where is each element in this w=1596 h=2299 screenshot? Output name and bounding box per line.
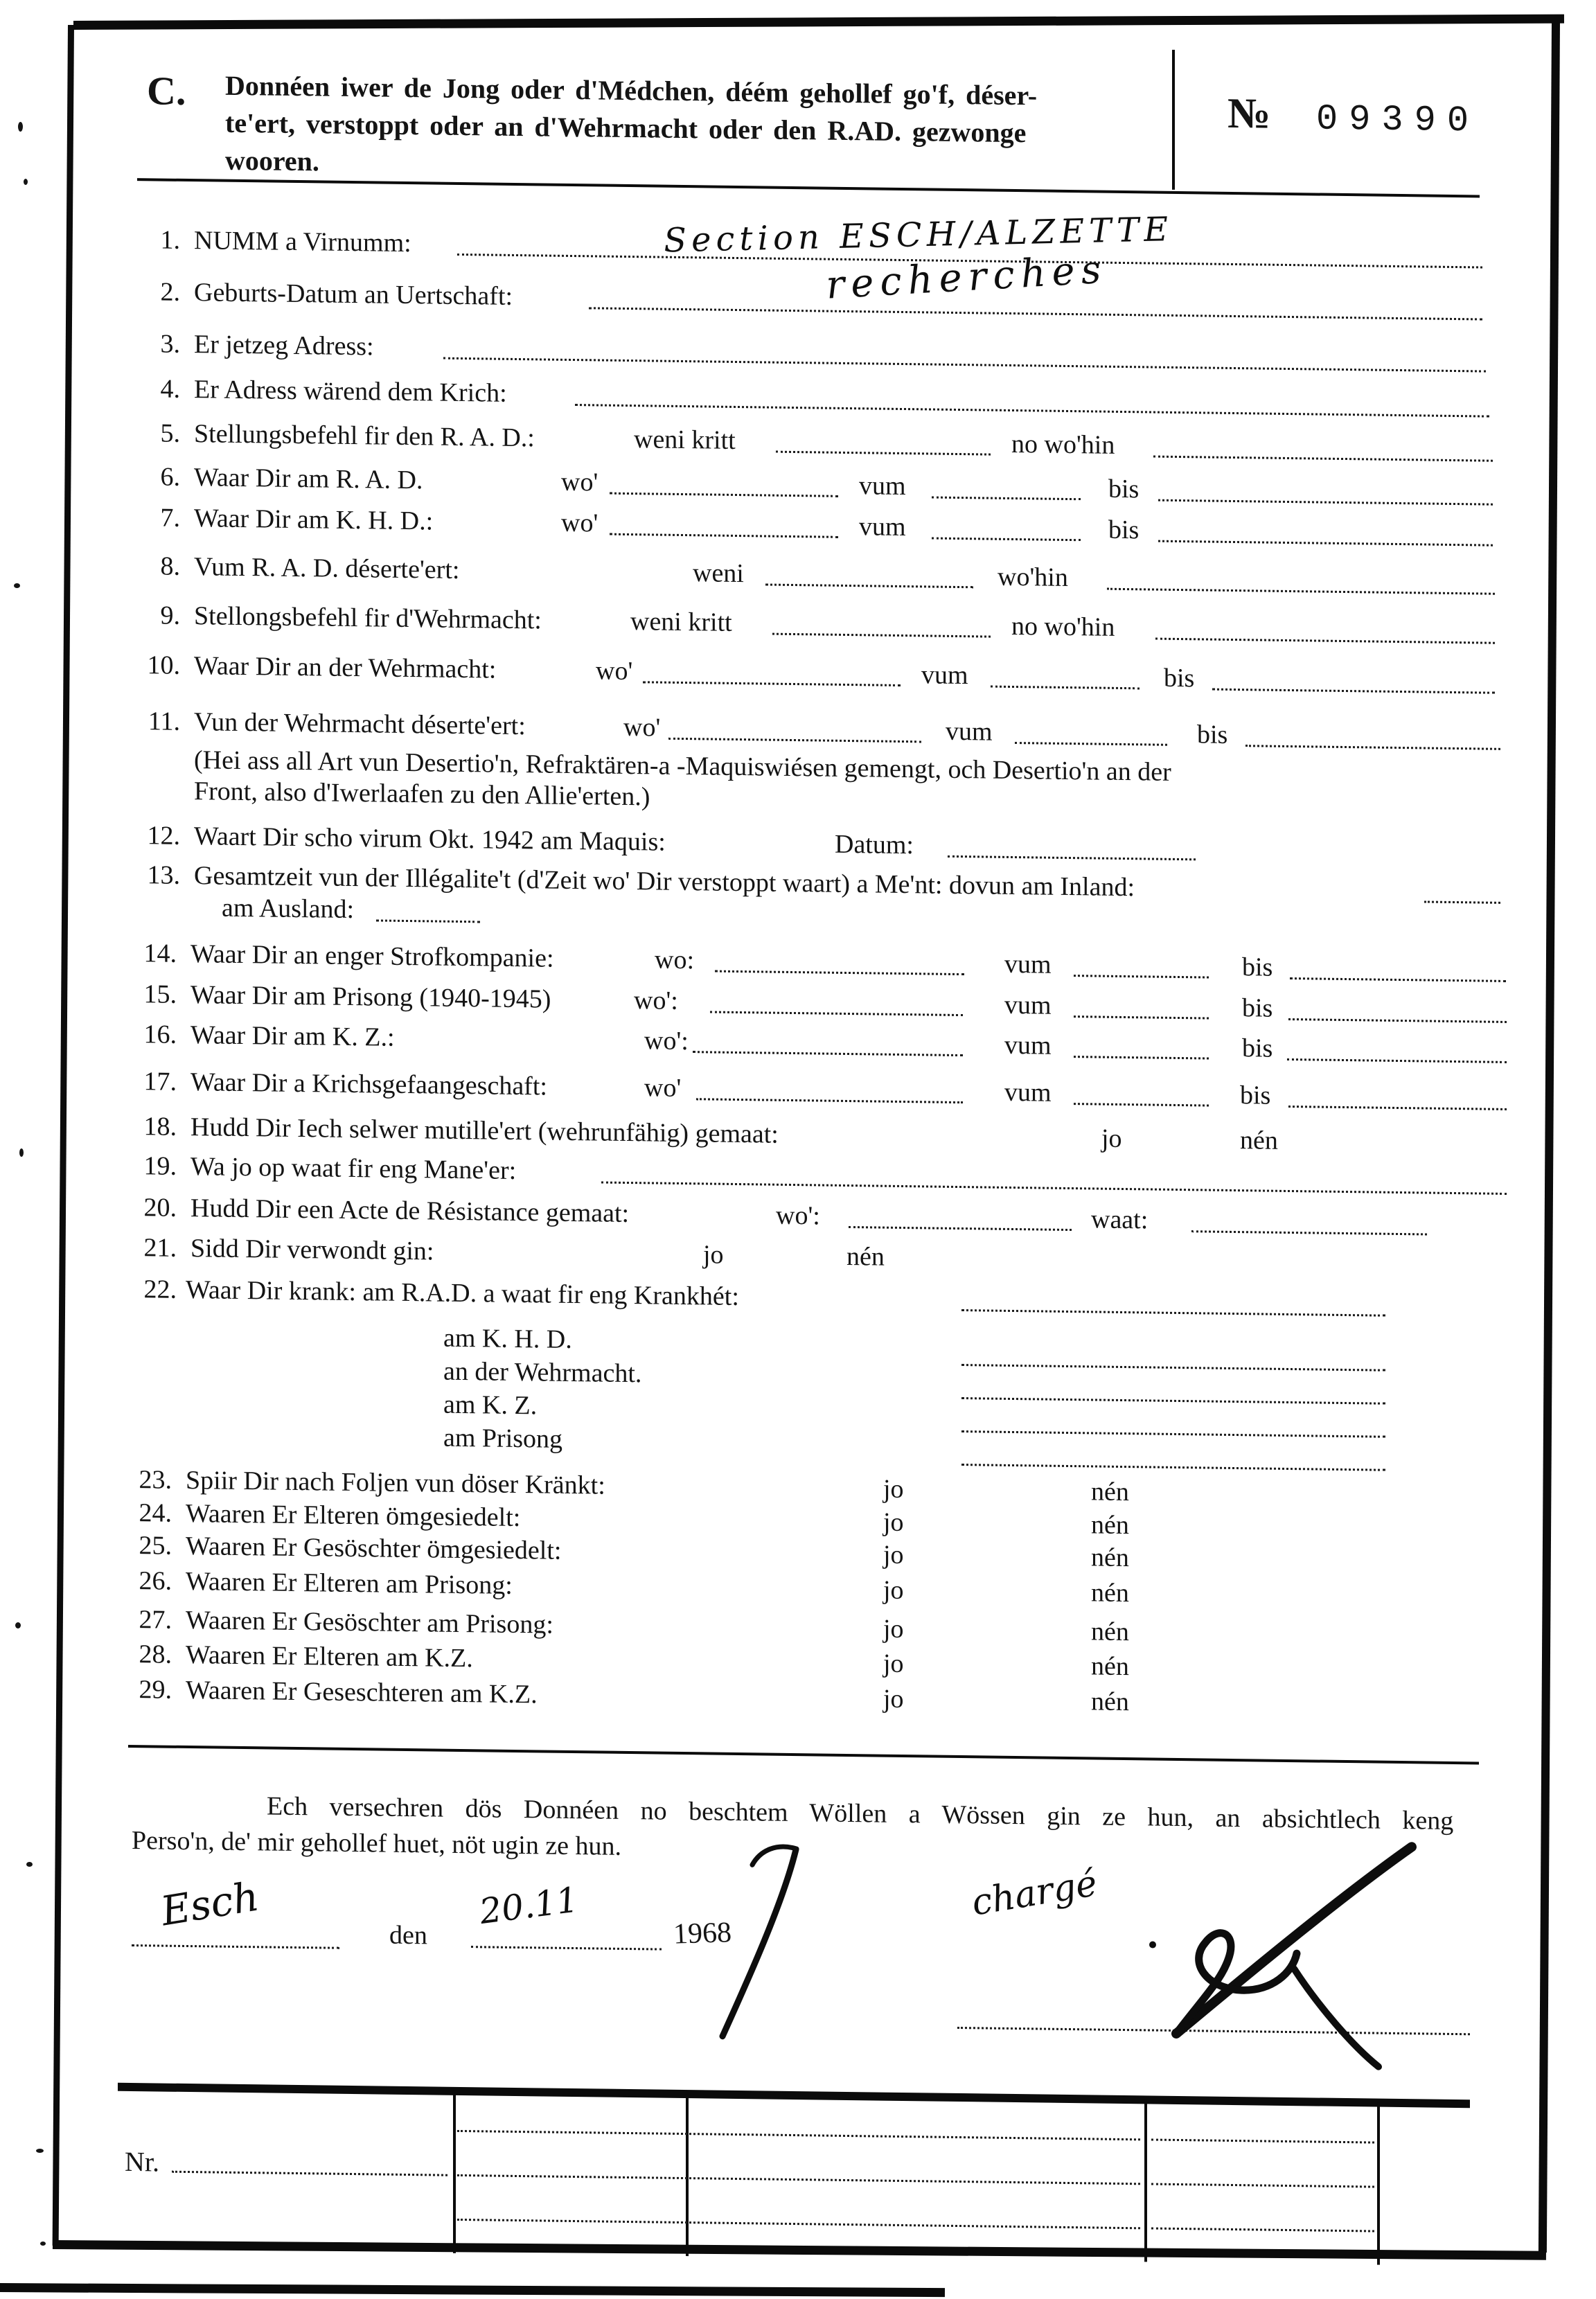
field-label: vum xyxy=(921,660,968,691)
handwritten-role: chargé xyxy=(968,1863,1101,1924)
option-no: nén xyxy=(1091,1510,1129,1541)
option-no: nén xyxy=(1091,1617,1129,1647)
question-number: 4. xyxy=(160,374,180,404)
question-label: Waar Dir krank: am R.A.D. a waat fir eng Krankhét: xyxy=(186,1275,739,1312)
date-prefix-label: den xyxy=(389,1920,427,1951)
option-yes: jo xyxy=(883,1507,904,1538)
question-label: Er Adress wärend dem Krich: xyxy=(194,375,507,408)
option-yes: jo xyxy=(703,1240,724,1270)
question-number: 15. xyxy=(143,979,177,1009)
question-label: Waar Dir an enger Strofkompanie: xyxy=(190,939,554,973)
question-label: Waaren Er Gesöschter am Prisong: xyxy=(186,1605,553,1640)
question-number: 23. xyxy=(139,1465,172,1495)
table-column-line xyxy=(686,2094,689,2256)
field-label: am Ausland: xyxy=(222,893,355,925)
question-label: Waaren Er Geseschteren am K.Z. xyxy=(186,1675,538,1710)
question-number: 12. xyxy=(147,821,180,851)
field-label: weni kritt xyxy=(634,425,736,455)
question-number: 10. xyxy=(147,650,180,680)
question-number: 7. xyxy=(160,503,180,533)
option-yes: jo xyxy=(883,1649,904,1679)
field-label: wo' xyxy=(596,656,633,686)
pen-stroke-slash xyxy=(722,1849,796,2037)
field-label: vum xyxy=(1004,1077,1052,1108)
option-no: nén xyxy=(846,1241,885,1272)
question-number: 24. xyxy=(139,1498,172,1528)
question-number: 19. xyxy=(143,1151,177,1181)
question-label: Geburts-Datum an Uertschaft: xyxy=(194,278,513,311)
form-title-line3: wooren. xyxy=(225,144,319,177)
question-number: 9. xyxy=(160,601,180,630)
field-label: wo' xyxy=(644,1073,682,1103)
question-label: Hudd Dir Iech selwer mutille'ert (wehrunfähig) gemaat: xyxy=(190,1112,779,1149)
question-number: 27. xyxy=(139,1605,172,1635)
question-note: (Hei ass all Art vun Desertio'n, Refraktären-a -Maquiswiésen gemengt, och Desertio'n an der xyxy=(194,745,1171,787)
question-label: Waar Dir am K. H. D.: xyxy=(194,504,434,536)
form-title-line1: Donnéen iwer de Jong oder d'Médchen, déém gehollef go'f, déser- xyxy=(225,69,1038,112)
question-number: 17. xyxy=(143,1067,177,1097)
field-label: wo' xyxy=(561,508,598,538)
option-no: nén xyxy=(1091,1477,1129,1507)
field-label: wo' xyxy=(561,467,598,497)
field-label: vum xyxy=(859,471,906,501)
field-label: bis xyxy=(1108,474,1140,504)
signature-ink-dot xyxy=(1149,1941,1156,1948)
option-yes: jo xyxy=(883,1474,904,1504)
question-label: Waar Dir a Krichsgefaangeschaft: xyxy=(190,1067,547,1101)
question-label: Waaren Er Elteren am Prisong: xyxy=(186,1566,513,1600)
question-number: 28. xyxy=(139,1640,172,1669)
question-number: 5. xyxy=(160,418,180,448)
field-label: bis xyxy=(1164,663,1195,693)
question-label: Stellungsbefehl fir den R. A. D.: xyxy=(194,419,535,453)
field-label: bis xyxy=(1242,993,1273,1023)
declaration-line1: Ech versechren dös Donnéen no beschtem Wöllen a Wössen gin ze hun, an absichtlech keng xyxy=(267,1791,1454,1836)
option-yes: jo xyxy=(883,1575,904,1606)
question-number: 16. xyxy=(143,1020,177,1049)
option-no: nén xyxy=(1091,1687,1129,1717)
sub-item-label: am K. H. D. xyxy=(443,1323,572,1354)
handwritten-entry-q2: recherches xyxy=(824,247,1109,308)
field-label: waat: xyxy=(1091,1205,1149,1235)
question-number: 6. xyxy=(160,462,180,492)
question-number: 11. xyxy=(148,707,180,736)
question-label: Vun der Wehrmacht déserte'ert: xyxy=(194,707,526,741)
question-note: Front, also d'Iwerlaafen zu den Allie'erten.) xyxy=(194,776,650,812)
field-label: bis xyxy=(1242,1033,1273,1063)
option-no: nén xyxy=(1091,1578,1129,1608)
question-label: Waaren Er Gesöschter ömgesiedelt: xyxy=(186,1531,562,1565)
form-title-line2: te'ert, verstoppt oder an d'Wehrmacht oder den R.AD. gezwonge xyxy=(225,107,1027,149)
question-number: 18. xyxy=(143,1112,177,1142)
option-yes: jo xyxy=(883,1540,904,1570)
question-label: Waar Dir am R. A. D. xyxy=(194,463,423,495)
declaration-line2: Perso'n, de' mir gehollef huet, nöt ugin ze hun. xyxy=(132,1826,622,1861)
signature-stroke xyxy=(1294,1969,1378,2067)
field-label: wo'hin xyxy=(998,562,1068,592)
sub-item-label: am K. Z. xyxy=(443,1390,538,1421)
table-column-line xyxy=(453,2091,456,2253)
question-label: NUMM a Virnumm: xyxy=(194,226,411,258)
question-number: 8. xyxy=(160,551,180,581)
question-label: Stellongsbefehl fir d'Wehrmacht: xyxy=(194,601,542,635)
question-number: 1. xyxy=(160,225,180,255)
question-label: Waart Dir scho virum Okt. 1942 am Maquis: xyxy=(194,822,666,857)
question-label: Vum R. A. D. déserte'ert: xyxy=(194,552,460,585)
year-label: 1968 xyxy=(673,1917,732,1951)
field-label: Datum: xyxy=(835,829,914,860)
field-label: bis xyxy=(1242,952,1273,982)
question-number: 26. xyxy=(139,1566,172,1596)
question-label: Waar Dir am Prisong (1940-1945) xyxy=(190,980,551,1014)
question-number: 13. xyxy=(147,860,180,890)
option-yes: jo xyxy=(1101,1124,1122,1153)
field-label: wo' xyxy=(623,712,661,743)
table-column-line xyxy=(1144,2100,1147,2262)
field-label: vum xyxy=(859,512,906,542)
question-label: Waaren Er Elteren ömgesiedelt: xyxy=(186,1498,521,1533)
sub-item-label: am Prisong xyxy=(443,1423,563,1454)
table-column-line xyxy=(1377,2103,1380,2265)
field-label: bis xyxy=(1108,515,1140,545)
question-label: Sidd Dir verwondt gin: xyxy=(190,1234,434,1266)
handwritten-place: Esch xyxy=(157,1872,263,1935)
question-number: 20. xyxy=(143,1193,177,1223)
question-label: Waar Dir an der Wehrmacht: xyxy=(194,651,497,684)
handwritten-date: 20.11 xyxy=(477,1879,581,1933)
field-label: bis xyxy=(1197,720,1228,749)
field-label: bis xyxy=(1240,1081,1271,1110)
field-label: weni xyxy=(693,558,744,589)
field-label: wo': xyxy=(634,986,678,1015)
option-no: nén xyxy=(1091,1651,1129,1682)
question-label: Wa jo op waat fir eng Mane'er: xyxy=(190,1152,517,1185)
field-label: no wo'hin xyxy=(1011,611,1115,642)
form-number-label: № xyxy=(1227,89,1271,138)
question-label: Hudd Dir een Acte de Résistance gemaat: xyxy=(190,1193,630,1229)
question-label: Er jetzeg Adress: xyxy=(194,330,374,362)
field-label: vum xyxy=(1004,949,1052,979)
field-label: no wo'hin xyxy=(1011,429,1115,460)
handwritten-entry-q1: Section ESCH/ALZETTE xyxy=(663,210,1174,260)
question-label: Spiir Dir nach Foljen vun döser Kränkt: xyxy=(186,1465,605,1500)
form-number-value: 09390 xyxy=(1316,98,1480,142)
question-label: Waar Dir am K. Z.: xyxy=(190,1020,395,1052)
field-label: vum xyxy=(946,716,993,747)
field-label: weni kritt xyxy=(630,607,732,637)
field-label: wo': xyxy=(644,1026,689,1056)
nr-label: Nr. xyxy=(125,2145,159,2178)
question-number: 22. xyxy=(143,1275,177,1304)
field-label: wo: xyxy=(655,945,694,975)
question-number: 21. xyxy=(143,1233,177,1263)
question-label: Waaren Er Elteren am K.Z. xyxy=(186,1640,473,1674)
option-no: nén xyxy=(1091,1543,1129,1573)
option-no: nén xyxy=(1240,1126,1278,1155)
question-number: 2. xyxy=(160,277,180,307)
section-letter: C. xyxy=(147,68,186,114)
question-number: 3. xyxy=(160,329,180,359)
field-label: wo': xyxy=(776,1200,820,1231)
field-label: vum xyxy=(1004,1030,1052,1060)
option-yes: jo xyxy=(883,1614,904,1644)
question-label: Gesamtzeit vun der Illégalite't (d'Zeit wo' Dir verstoppt waart) a Me'nt: dovun am Inland: xyxy=(194,861,1135,903)
option-yes: jo xyxy=(883,1684,904,1714)
sub-item-label: an der Wehrmacht. xyxy=(443,1356,642,1389)
question-number: 14. xyxy=(143,939,177,968)
question-number: 29. xyxy=(139,1675,172,1705)
question-number: 25. xyxy=(139,1531,172,1561)
field-label: vum xyxy=(1004,990,1052,1020)
